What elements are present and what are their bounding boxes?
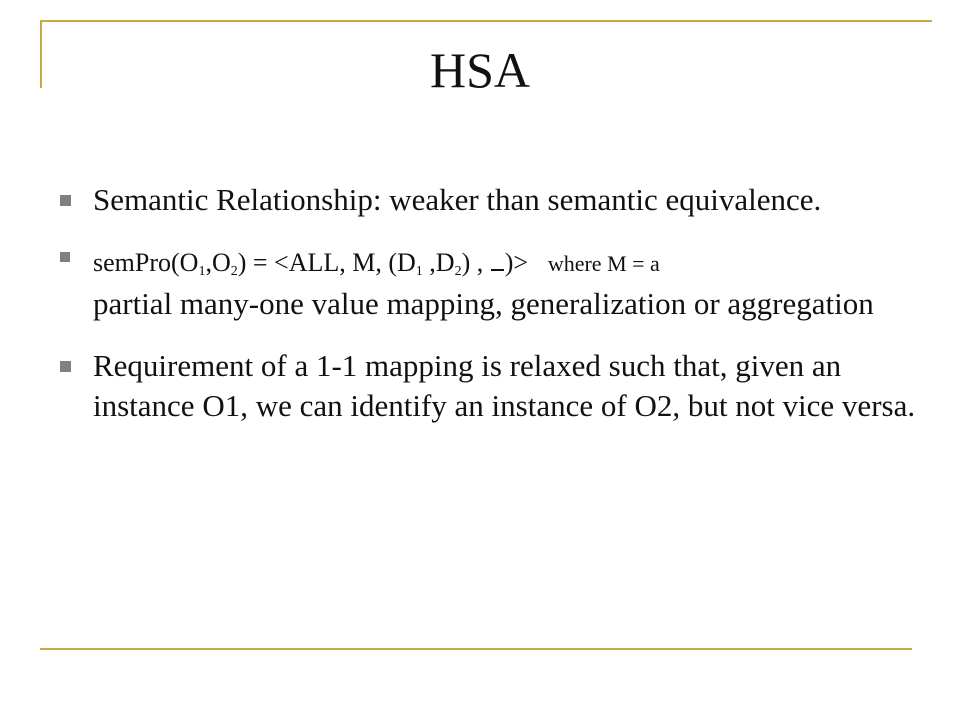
bullet-continuation: partial many-one value mapping, generalization or aggregation [93, 286, 874, 321]
bullet-square-icon [60, 195, 71, 206]
slide-title: HSA [429, 42, 531, 98]
top-rule [40, 20, 932, 22]
formula-where: where M = a [547, 251, 660, 276]
bullet-list [60, 180, 920, 447]
bottom-rule [40, 648, 912, 650]
bullet-square-icon [60, 361, 71, 372]
bullet-text: Semantic Relationship: weaker than semantic equivalence. [93, 182, 822, 217]
bullet-item [60, 346, 920, 426]
bullet-text: Requirement of a 1-1 mapping is relaxed such that, given an instance O1, we can identify an instance of O2, but not vice versa. [93, 348, 916, 423]
bullet-square-icon [60, 252, 70, 262]
underscore-placeholder [491, 261, 504, 271]
bullet-item [60, 241, 920, 324]
bullet-item [60, 180, 920, 220]
formula: $semPro(O_1,O_2) = <ALL$, M, ($D_1$ $,D_2$) , )> [93, 248, 529, 279]
